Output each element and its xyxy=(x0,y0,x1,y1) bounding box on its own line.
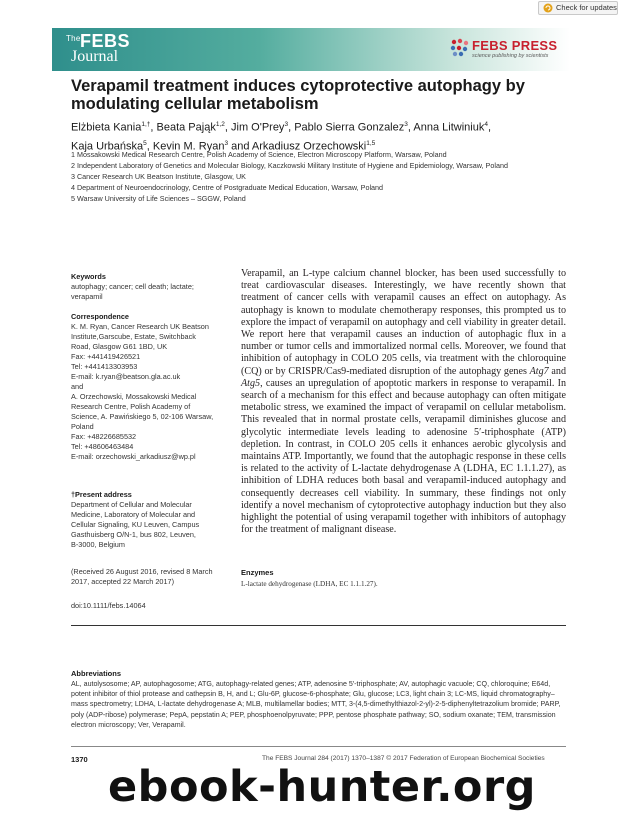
correspondence-email-link[interactable]: E-mail: k.ryan@beatson.gla.ac.uk xyxy=(71,372,181,381)
affiliation-item: 2 Independent Laboratory of Genetics and Molecular Biology, Kaczkowski Military Institute of Hygiene and Epidemiology, Warsaw, Poland xyxy=(71,161,508,170)
keywords-heading: Keywords xyxy=(71,272,106,281)
abstract-part-2: and xyxy=(548,365,566,377)
gene-atg5: Atg5 xyxy=(241,377,261,389)
correspondence-line: Tel: +441413303953 xyxy=(71,362,138,371)
author-name: Arkadiusz Orzechowski xyxy=(251,140,367,153)
section-divider xyxy=(71,625,566,626)
article-title-line-1: Verapamil treatment induces cytoprotective autophagy by xyxy=(71,77,525,95)
author-name: Kaja Urbańska xyxy=(71,140,144,153)
present-address-block xyxy=(71,490,221,550)
correspondence-heading: Correspondence xyxy=(71,312,129,321)
affiliation-item: 5 Warsaw University of Life Sciences – SGGW, Poland xyxy=(71,194,246,203)
gene-atg7: Atg7 xyxy=(529,365,549,377)
author-affiliation-marker: 5 xyxy=(143,140,147,148)
author-separator: , xyxy=(150,121,157,134)
author-affiliation-marker: 3 xyxy=(284,121,289,128)
abbreviations-heading: Abbreviations xyxy=(71,669,122,678)
author-separator: , xyxy=(407,121,414,134)
correspondence-line: Fax: +441419426521 xyxy=(71,352,141,361)
author-separator: , xyxy=(224,121,231,134)
author-name: Elżbieta Kania xyxy=(71,121,142,134)
present-address-line: Department of Cellular and Molecular xyxy=(71,500,192,509)
journal-logo-journal: Journal xyxy=(71,48,119,65)
author-separator: , xyxy=(487,121,492,134)
correspondence-line: A. Orzechowski, Mossakowski Medical xyxy=(71,392,197,401)
febs-press-tagline: science publishing by scientists xyxy=(472,53,549,59)
present-address-line: Cellular Signaling, KU Leuven, Campus xyxy=(71,520,200,529)
present-address-line: B-3000, Belgium xyxy=(71,540,125,549)
author-affiliation-marker: 3 xyxy=(404,121,408,128)
abstract-part-1: Verapamil, an L-type calcium channel blocker, has been used successfully to treat cardiovascular diseases. Interestingly, we have recently shown that treatment of cancer cells with verapamil causes an effect on autophagy. As autophagy is known to modulate chemotherapy responses, this prompted us to explore the impact of verapamil on autophagy and cell viability in greater detail. We report here that verapamil causes an induction of autophagic flux in a number or tumor cells and immortalized normal cells. Moreover, we found that inhibition of autophagy in COLO 205 cells, via treatment with the chloroquine (CQ) or by CRISPR/Cas9-mediated disruption of the autophagy genes xyxy=(241,268,566,377)
page-number: 1370 xyxy=(71,755,88,764)
present-address-line: Medicine, Laboratory of Molecular and xyxy=(71,510,196,519)
present-address-heading: †Present address xyxy=(71,490,132,499)
journal-logo-febs: FEBS xyxy=(80,31,131,51)
check-for-updates-label: Check for updates xyxy=(556,3,617,12)
author-name: Jim O'Prey xyxy=(231,121,285,134)
author-affiliation-marker: 1,2 xyxy=(215,121,225,128)
affiliation-item: 4 Department of Neuroendocrinology, Centre of Postgraduate Medical Education, Warsaw, Poland xyxy=(71,183,384,192)
enzymes-text: L-lactate dehydrogenase (LDHA, EC 1.1.1.27). xyxy=(241,580,378,588)
footer-divider xyxy=(71,746,566,747)
correspondence-line: Fax: +48226685532 xyxy=(71,432,137,441)
journal-logo-the: The xyxy=(66,34,81,43)
watermark-text: ebook-hunter.org xyxy=(108,762,536,812)
correspondence-line: K. M. Ryan, Cancer Research UK Beatson xyxy=(71,322,209,331)
author-affiliation-marker: 1,5 xyxy=(366,140,376,148)
doi-link[interactable]: doi:10.1111/febs.14064 xyxy=(71,601,146,610)
author-separator: , xyxy=(146,140,153,153)
correspondence-line: Poland xyxy=(71,422,94,431)
correspondence-line: Research Centre, Polish Academy of xyxy=(71,402,191,411)
febs-press-name: FEBS PRESS xyxy=(472,38,558,53)
author-affiliation-marker: 4 xyxy=(484,121,488,128)
author-name: Anna Litwiniuk xyxy=(413,121,485,134)
correspondence-line: Road, Glasgow G61 1BD, UK xyxy=(71,342,168,351)
affiliation-item: 1 Mossakowski Medical Research Centre, Polish Academy of Science, Electron Microscopy Platform, Warsaw, Poland xyxy=(71,150,447,159)
affiliation-item: 3 Cancer Research UK Beatson Institute, Glasgow, UK xyxy=(71,172,246,181)
correspondence-line: Science, A. Pawińskiego 5, 02-106 Warsaw, xyxy=(71,412,214,421)
febs-press-dots-icon xyxy=(448,36,472,60)
author-separator: , xyxy=(288,121,295,134)
author-name: Beata Pająk xyxy=(156,121,216,134)
article-title xyxy=(71,77,571,113)
present-address-line: Gasthuisberg O/N-1, bus 802, Leuven, xyxy=(71,530,196,539)
author-separator: and xyxy=(228,140,252,153)
correspondence-line: Tel: +48606463484 xyxy=(71,442,134,451)
received-line: (Received 26 August 2016, revised 8 March xyxy=(71,567,213,576)
author-affiliation-marker: 3 xyxy=(224,140,229,148)
author-name: Pablo Sierra Gonzalez xyxy=(294,121,405,134)
check-for-updates-button[interactable] xyxy=(538,1,618,15)
article-title-line-2: modulating cellular metabolism xyxy=(71,95,319,113)
affiliation-list xyxy=(71,149,581,204)
correspondence-email-link[interactable]: E-mail: orzechowski_arkadiusz@wp.pl xyxy=(71,452,196,461)
received-dates xyxy=(71,567,221,587)
author-name: Kevin M. Ryan xyxy=(152,140,225,153)
correspondence-block xyxy=(71,312,221,462)
abbreviations-text: AL, autolysosome; AP, autophagosome; ATG, autophagy-related genes; ATP, adenosine 5′-triphosphate; AV, autophagic vacuole; CQ, chloroquine; E64d, potent inhibitor of thiol protease and cathepsin B, H, and L; Glu-6P, glucose-6-phosphate; Glu, glucose; LC3, light chain 3; LC-MS, liquid chromatography–mass spectrometry; LDHA, L-lactate dehydrogenase A; MLB, multilamellar bodies; MTT, 3-(4,5-dimethylthiazol-2-yl)-2-5-diphenyltetrazolium bromide; PARP, poly (ADP-ribose) polymerase; PepA, pepstatin A; PEP, phosphoenolpyruvate; PPP, pentose phosphate pathway; SO, sodium oxanate; TEM, transmission electron microscopy; Ver, Verapamil. xyxy=(71,680,561,729)
abstract-part-3: , causes an upregulation of apoptotic markers in response to verapamil. In search of a mechanism for this effect and because autophagy can often mitigate metabolic stress, we examined the impact of verapamil on cellular metabolism. This revealed that in normal prostate cells, verapamil diminishes glucose and glycolytic intermediate levels leading to adenosine 5′-triphosphate (ATP) depletion. In contrast, in COLO 205 cells it enhances aerobic glycolysis and maintains ATP. Importantly, we found that the autophagic response in these cells is related to the activity of L-lactate dehydrogenase A (LDHA, EC 1.1.1.27), as inhibition of LDHA reduces both basal and verapamil-induced autophagy and consequently decreases cell viability. In summary, these findings not only identify a novel mechanism of cytoprotective autophagy induction but they also highlight the potential of using verapamil together with inhibitors of autophagy for the treatment of malignant disease. xyxy=(241,377,566,536)
correspondence-line: Institute,Garscube, Estate, Switchback xyxy=(71,332,196,341)
received-line: 2017, accepted 22 March 2017) xyxy=(71,577,175,586)
journal-citation: The FEBS Journal 284 (2017) 1370–1387 © 2017 Federation of European Biochemical Societies xyxy=(262,755,545,762)
refresh-icon xyxy=(543,3,553,13)
author-affiliation-marker: 1,† xyxy=(141,121,151,128)
enzymes-heading: Enzymes xyxy=(241,568,274,577)
correspondence-line: and xyxy=(71,382,84,391)
keywords-text: autophagy; cancer; cell death; lactate; verapamil xyxy=(71,282,194,301)
keywords-block xyxy=(71,272,221,302)
abstract xyxy=(241,268,566,536)
